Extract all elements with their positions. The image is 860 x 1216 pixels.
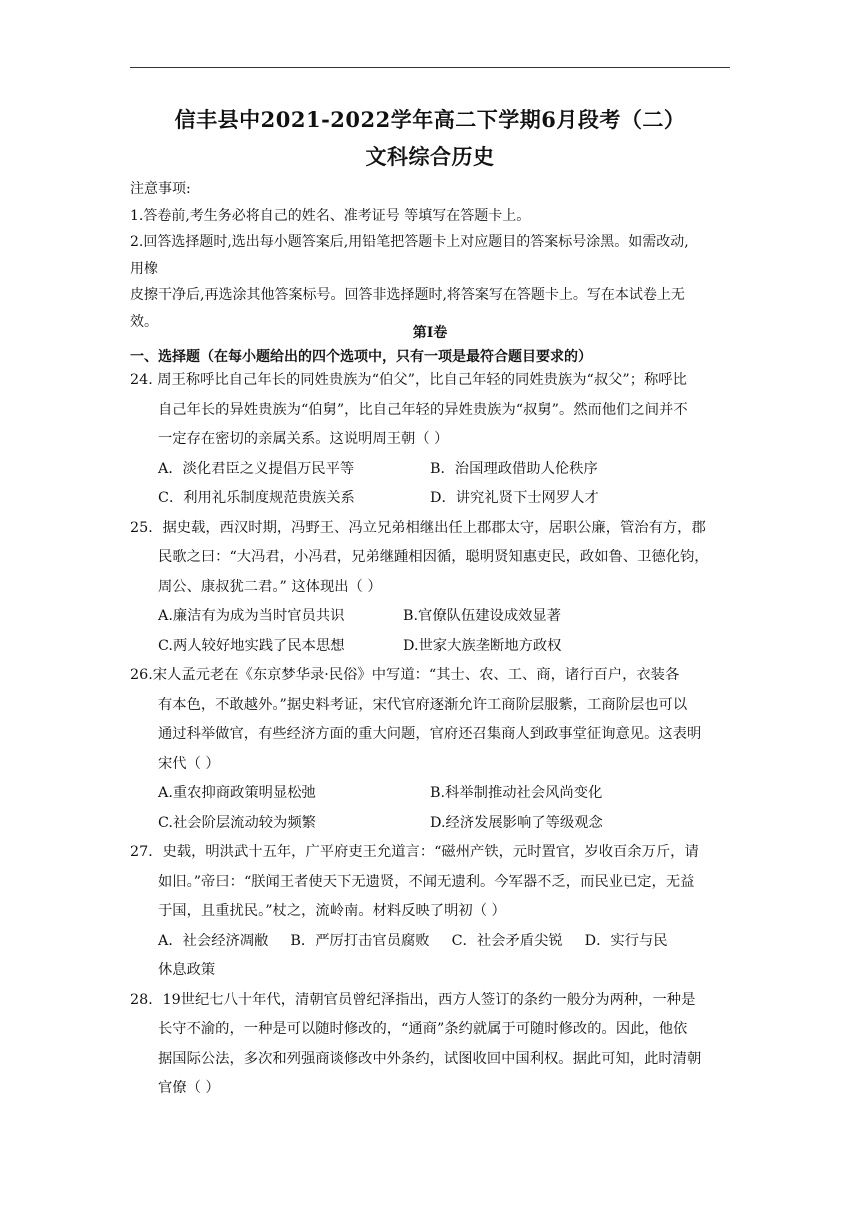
option-d[interactable]: D.经济发展影响了等级观念 [430, 814, 603, 831]
question-stem-line: 有本色，不敢越外。”据史料考证，宋代官府逐渐允许工商阶层服紫，工商阶层也可以 [158, 696, 688, 713]
question-28 [130, 986, 730, 1104]
question-stem-line: 长守不渝的，一种是可以随时修改的，“通商”条约就属于可随时修改的。因此，他依 [158, 1021, 688, 1037]
option-row [130, 632, 730, 662]
option-c[interactable]: C.社会阶层流动较为频繁 [158, 814, 316, 831]
question-list [130, 366, 730, 1104]
question-27 [130, 838, 730, 986]
notes-line: 1.答卷前,考生务必将自己的姓名、准考证号 等填写在答题卡上。 [130, 207, 531, 224]
exam-subject: 文科综合历史 [365, 144, 495, 169]
question-stem-line: 如旧。”帝曰：“朕闻王者使天下无遗贤，不闻无遗利。今军器不乏，而民业已定，无益 [158, 873, 695, 890]
option-b[interactable]: B.科举制推动社会风尚变化 [430, 785, 603, 801]
option-row [130, 484, 730, 514]
option-continuation: 休息政策 [158, 962, 216, 978]
option-d[interactable]: D.世家大族垄断地方政权 [403, 637, 562, 654]
option-d[interactable]: D．实行与民 [584, 932, 668, 949]
question-stem-line: 自己年长的异姓贵族为“伯舅”，比自己年轻的异姓贵族为“叔舅”。然而他们之间并不 [158, 401, 688, 418]
question-stem-line: 通过科举做官，有些经济方面的重大问题，官府还召集商人到政事堂征询意见。这表明 [158, 726, 702, 742]
question-stem-line: 民歌之曰：“大冯君，小冯君，兄弟继踵相因循，聪明贤知惠吏民，政如鲁、卫德化钧， [158, 549, 709, 565]
question-stem-line: 28．19世纪七八十年代，清朝官员曾纪泽指出，西方人签订的条约一般分为两种，一种是 [130, 991, 696, 1008]
question-stem-line: 宋代（ ） [158, 755, 220, 772]
option-row [130, 927, 730, 957]
option-a[interactable]: A．社会经济凋敝 [158, 932, 269, 949]
volume-title: 第I卷 [412, 325, 448, 341]
option-b[interactable]: B.官僚队伍建设成效显著 [403, 608, 562, 624]
option-c[interactable]: C．利用礼乐制度规范贵族关系 [158, 490, 355, 506]
question-stem-line: 25．据史载，西汉时期，冯野王、冯立兄弟相继出任上郡郡太守，居职公廉，管治有方，郡 [130, 519, 706, 536]
header-rule [130, 67, 730, 68]
option-row [130, 809, 730, 839]
option-b[interactable]: B．治国理政借助人伦秩序 [430, 460, 598, 477]
option-c[interactable]: C．社会矛盾尖锐 [451, 932, 563, 949]
exam-notes [130, 176, 732, 335]
question-stem-line: 26.宋人孟元老在《东京梦华录·民俗》中写道：“其士、农、工、商，诸行百户，衣装各 [130, 667, 680, 683]
option-row [130, 602, 730, 632]
notes-line: 用橡 [130, 260, 158, 277]
question-stem-line: 27．史载，明洪武十五年，广平府吏王允道言：“磁州产铁，元时置官，岁收百余万斤，请 [130, 844, 699, 860]
option-b[interactable]: B．严厉打击官员腐败 [290, 932, 430, 949]
notes-line: 皮擦干净后,再选涂其他答案标号。回答非选择题时,将答案写在答题卡上。写在本试卷上无 [130, 287, 685, 303]
option-row [130, 455, 730, 485]
option-d[interactable]: D．讲究礼贤下士网罗人才 [430, 490, 599, 506]
option-c[interactable]: C.两人较好地实践了民本思想 [158, 637, 345, 654]
option-a[interactable]: A.重农抑商政策明显松弛 [158, 785, 316, 801]
question-26 [130, 661, 730, 838]
question-stem-line: 官僚（ ） [158, 1080, 220, 1096]
notes-heading: 注意事项: [130, 181, 191, 197]
section-heading: 一、选择题（在每小题给出的四个选项中，只有一项是最符合题目要求的） [130, 349, 592, 365]
question-24 [130, 366, 730, 514]
question-25 [130, 514, 730, 662]
exam-title: 信丰县中2021-2022学年高二下学期6月段考（二） [174, 107, 686, 132]
question-stem-line: 24. 周王称呼比自己年长的同姓贵族为“伯父”，比自己年轻的同姓贵族为“叔父”；称呼比 [130, 372, 687, 388]
notes-line: 效。 [130, 313, 158, 330]
option-a[interactable]: A.廉洁有为成为当时官员共识 [158, 608, 345, 624]
question-stem-line: 据国际公法，多次和列强商谈修改中外条约，试图收回中国利权。据此可知，此时清朝 [158, 1050, 702, 1067]
question-stem-line: 一定存在密切的亲属关系。这说明周王朝（ ） [158, 431, 449, 447]
notes-line: 2.回答选择题时,选出每小题答案后,用铅笔把答题卡上对应题目的答案标号涂黑。如需改动, [130, 234, 689, 250]
question-stem-line: 周公、康叔犹二君。” 这体现出（ ） [158, 578, 382, 595]
option-row [130, 779, 730, 809]
option-a[interactable]: A．淡化君臣之义提倡万民平等 [158, 460, 355, 477]
question-stem-line: 于国，且重扰民。”杖之，流岭南。材料反映了明初（ ） [158, 903, 506, 919]
